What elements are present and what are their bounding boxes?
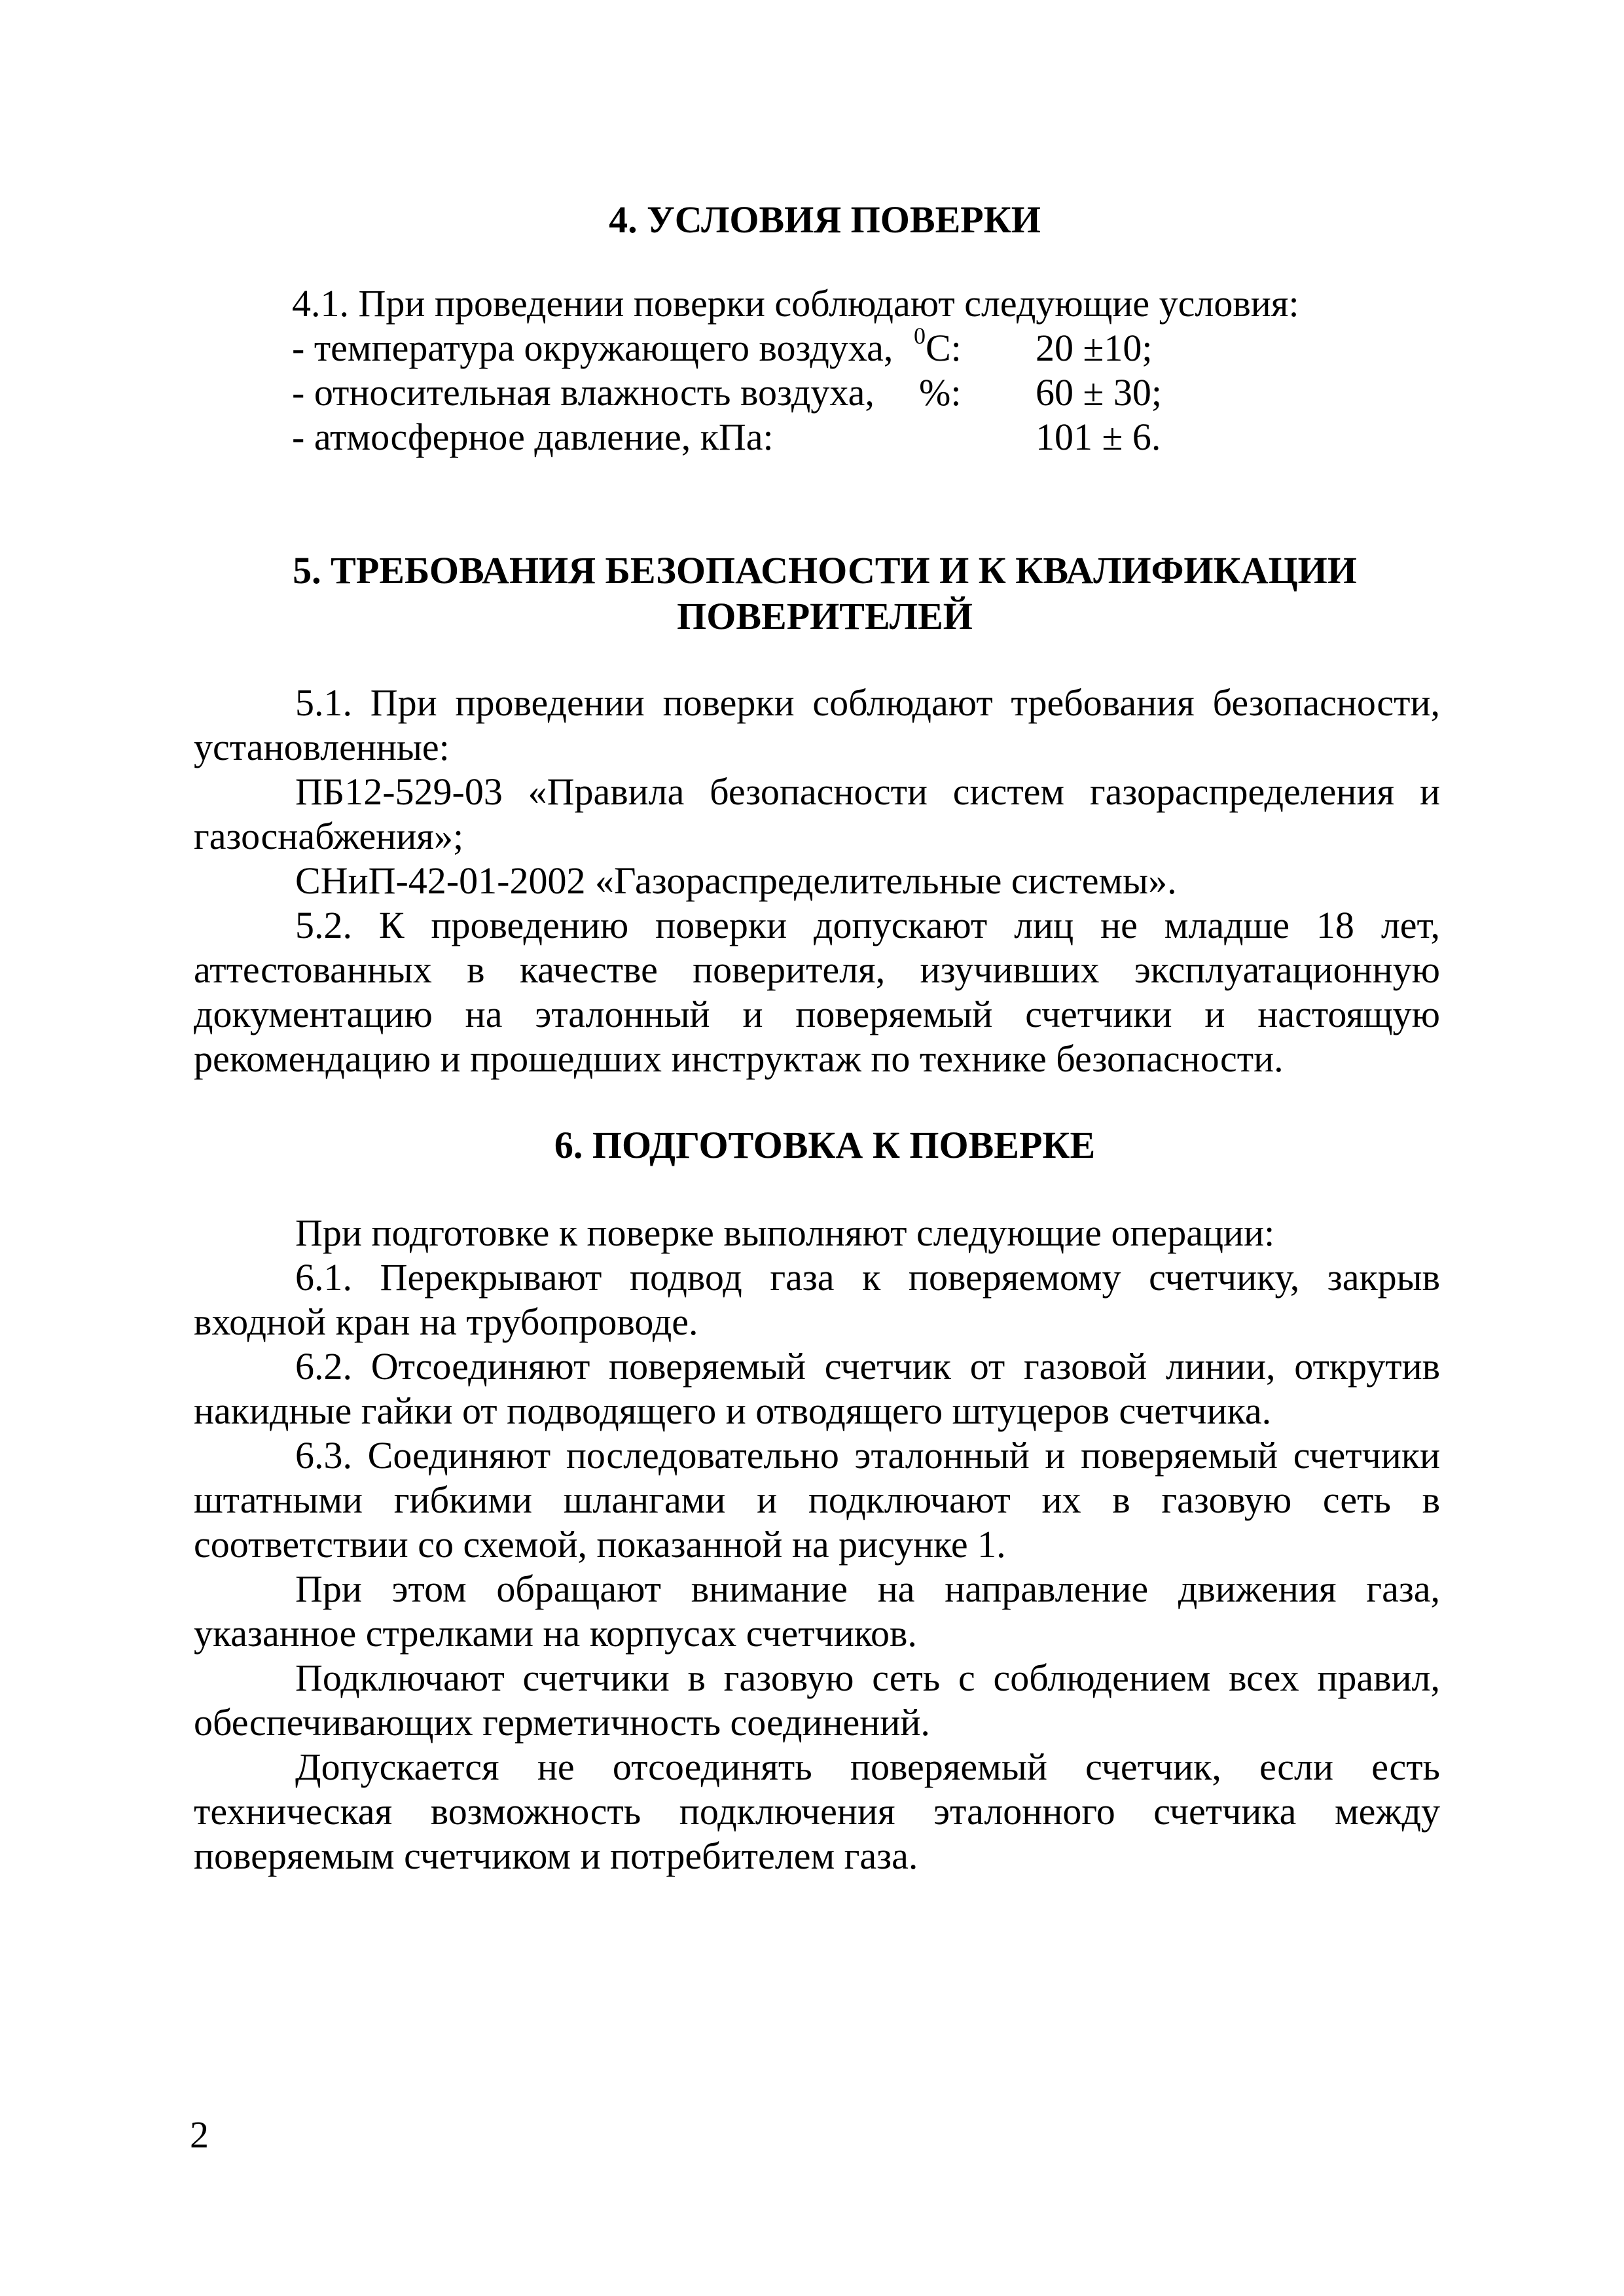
condition-unit-superscript: 0 [914,322,926,349]
condition-row-humidity [292,370,1339,415]
section-5-paragraph-2: ПБ12-529-03 «Правила безопасности систем газораспределения и газоснабжения»; [194,770,1440,857]
condition-unit: %: [919,371,962,414]
section-6-heading: 6. ПОДГОТОВКА К ПОВЕРКЕ [554,1124,1096,1166]
condition-label: - температура окружающего воздуха, [292,327,893,369]
section-4-intro: 4.1. При проведении поверки соблюдают следующие условия: [292,282,1299,325]
section-5-heading-line-1: 5. ТРЕБОВАНИЯ БЕЗОПАСНОСТИ И К КВАЛИФИКАЦИИ [293,549,1357,592]
section-5-heading-line-2: ПОВЕРИТЕЛЕЙ [677,595,973,637]
section-5-paragraph-3: СНиП-42-01-2002 «Газораспределительные системы». [295,859,1177,902]
condition-value: 101 ± 6. [1036,416,1161,458]
condition-value: 60 ± 30; [1036,371,1162,414]
section-4-heading: 4. УСЛОВИЯ ПОВЕРКИ [609,198,1041,241]
condition-value: 20 ±10; [1036,327,1153,369]
page-number: 2 [190,2113,209,2156]
section-6-paragraph-3: 6.3. Соединяют последовательно эталонный и поверяемый счетчики штатными гибкими шлангами и подключают их в газовую сеть в соответствии со схемой, показанной на рисунке 1. [194,1434,1440,1566]
section-6-paragraph-6: Допускается не отсоединять поверяемый счетчик, если есть техническая возможность подключения эталонного счетчика между поверяемым счетчиком и потребителем газа. [194,1746,1440,1877]
section-6-paragraph-1: 6.1. Перекрывают подвод газа к поверяемому счетчику, закрыв входной кран на трубопроводе. [194,1256,1440,1343]
condition-label: - атмосферное давление, кПа: [292,416,774,458]
condition-unit [914,322,962,370]
section-5-paragraph-4: 5.2. К проведению поверки допускают лиц не младше 18 лет, аттестованных в качестве поверителя, изучивших эксплуатационную документацию на эталонный и поверяемый счетчики и настоящую рекомендацию и прошедших инструктаж по технике безопасности. [194,904,1440,1080]
section-6-intro: При подготовке к поверке выполняют следующие операции: [295,1211,1275,1254]
condition-row-temperature [292,322,1339,370]
section-6-paragraph-5: Подключают счетчики в газовую сеть с соблюдением всех правил, обеспечивающих герметичность соединений. [194,1657,1440,1744]
section-6-paragraph-4: При этом обращают внимание на направление движения газа, указанное стрелками на корпусах счетчиков. [194,1568,1440,1655]
condition-unit-text: С: [926,327,962,369]
condition-row-pressure [292,415,1339,459]
section-5-paragraph-1: 5.1. При проведении поверки соблюдают требования безопасности, установленные: [194,681,1440,768]
section-6-paragraph-2: 6.2. Отсоединяют поверяемый счетчик от газовой линии, открутив накидные гайки от подводящего и отводящего штуцеров счетчика. [194,1345,1440,1432]
condition-label: - относительная влажность воздуха, [292,371,875,414]
